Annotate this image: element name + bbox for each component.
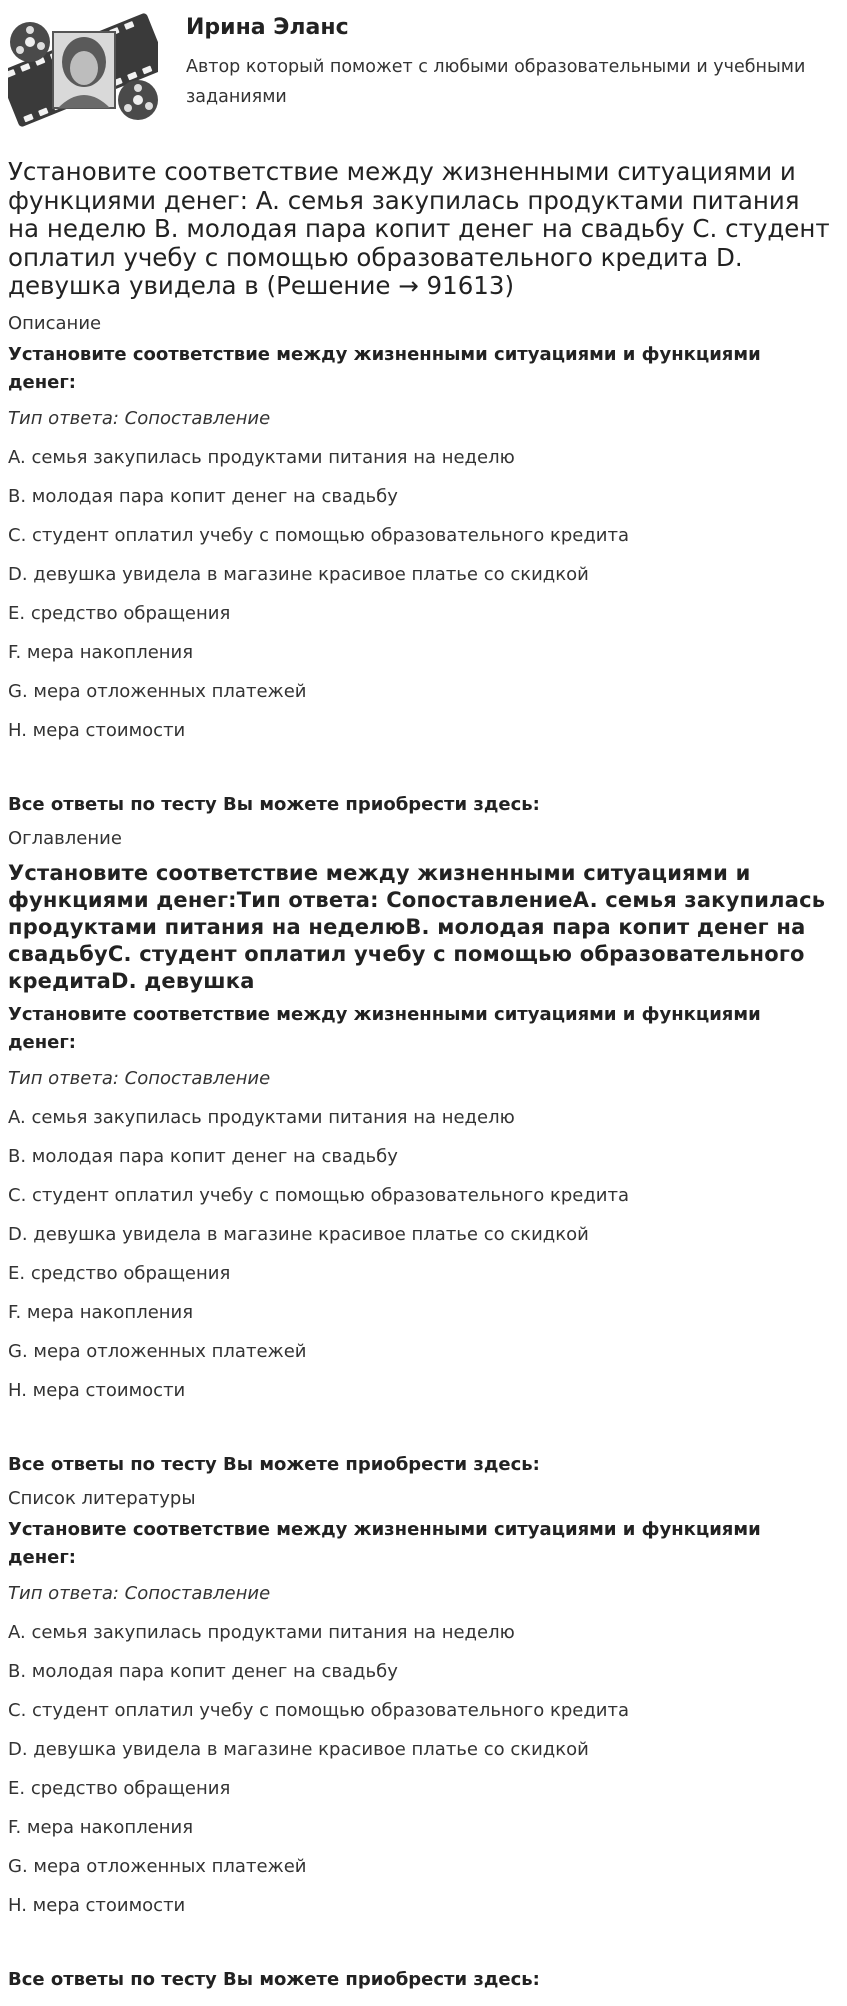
- options-list: [8, 1107, 839, 1402]
- toc-heading: Установите соответствие между жизненными ситуациями и функциями денег:Тип ответа: СопоставлениеA. семья закупилась продуктами питания на неделюB. молодая пара копит денег на свадьбуC. студент оплатил учебу с помощью образовательного кредитаD. девушка: [8, 860, 826, 993]
- answer-type: Тип ответа: Сопоставление: [8, 1582, 271, 1604]
- option-g: G. мера отложенных платежей: [8, 1855, 307, 1877]
- option-e: E. средство обращения: [8, 602, 231, 624]
- buy-answers-note: Все ответы по тесту Вы можете приобрести здесь:: [8, 793, 540, 815]
- options-list: [8, 447, 839, 742]
- option-a: A. семья закупилась продуктами питания на неделю: [8, 1106, 515, 1128]
- author-name[interactable]: Ирина Эланс: [186, 15, 349, 40]
- options-list: [8, 1622, 839, 1917]
- author-info: [186, 10, 806, 112]
- option-h: H. мера стоимости: [8, 719, 186, 741]
- option-h: H. мера стоимости: [8, 1379, 186, 1401]
- option-g: G. мера отложенных платежей: [8, 1340, 307, 1362]
- option-h: H. мера стоимости: [8, 1894, 186, 1916]
- section-label-literature: Список литературы: [8, 1487, 196, 1509]
- author-card: [8, 10, 839, 138]
- option-c: C. студент оплатил учебу с помощью образовательного кредита: [8, 524, 629, 546]
- option-e: E. средство обращения: [8, 1262, 231, 1284]
- buy-answers-note: Все ответы по тесту Вы можете приобрести здесь:: [8, 1968, 540, 1990]
- avatar[interactable]: [8, 10, 158, 130]
- section-label-toc: Оглавление: [8, 827, 122, 849]
- option-a: A. семья закупилась продуктами питания на неделю: [8, 446, 515, 468]
- question-heading: Установите соответствие между жизненными ситуациями и функциями денег:: [8, 343, 761, 393]
- buy-answers-note: Все ответы по тесту Вы можете приобрести здесь:: [8, 1453, 540, 1475]
- answer-type: Тип ответа: Сопоставление: [8, 1067, 271, 1089]
- option-c: C. студент оплатил учебу с помощью образовательного кредита: [8, 1699, 629, 1721]
- option-b: B. молодая пара копит денег на свадьбу: [8, 1145, 398, 1167]
- option-a: A. семья закупилась продуктами питания на неделю: [8, 1621, 515, 1643]
- answer-type: Тип ответа: Сопоставление: [8, 407, 271, 429]
- option-f: F. мера накопления: [8, 641, 194, 663]
- film-reel-portrait-avatar-icon: [8, 10, 158, 130]
- section-label-description: Описание: [8, 312, 102, 334]
- question-heading: Установите соответствие между жизненными ситуациями и функциями денег:: [8, 1003, 761, 1053]
- question-heading: Установите соответствие между жизненными ситуациями и функциями денег:: [8, 1518, 761, 1568]
- option-d: D. девушка увидела в магазине красивое платье со скидкой: [8, 1738, 589, 1760]
- option-f: F. мера накопления: [8, 1301, 194, 1323]
- option-f: F. мера накопления: [8, 1816, 194, 1838]
- option-g: G. мера отложенных платежей: [8, 680, 307, 702]
- option-b: B. молодая пара копит денег на свадьбу: [8, 1660, 398, 1682]
- option-d: D. девушка увидела в магазине красивое платье со скидкой: [8, 563, 589, 585]
- option-d: D. девушка увидела в магазине красивое платье со скидкой: [8, 1223, 589, 1245]
- option-b: B. молодая пара копит денег на свадьбу: [8, 485, 398, 507]
- page-title: Установите соответствие между жизненными ситуациями и функциями денег: A. семья закупилась продуктами питания на неделю B. молодая пара копит денег на свадьбу C. студент оплатил учебу с помощью образовательного кредита D. девушка увидела в (Решение → 91613): [8, 157, 830, 300]
- option-c: C. студент оплатил учебу с помощью образовательного кредита: [8, 1184, 629, 1206]
- option-e: E. средство обращения: [8, 1777, 231, 1799]
- author-description: Автор который поможет с любыми образовательными и учебными заданиями: [186, 57, 806, 107]
